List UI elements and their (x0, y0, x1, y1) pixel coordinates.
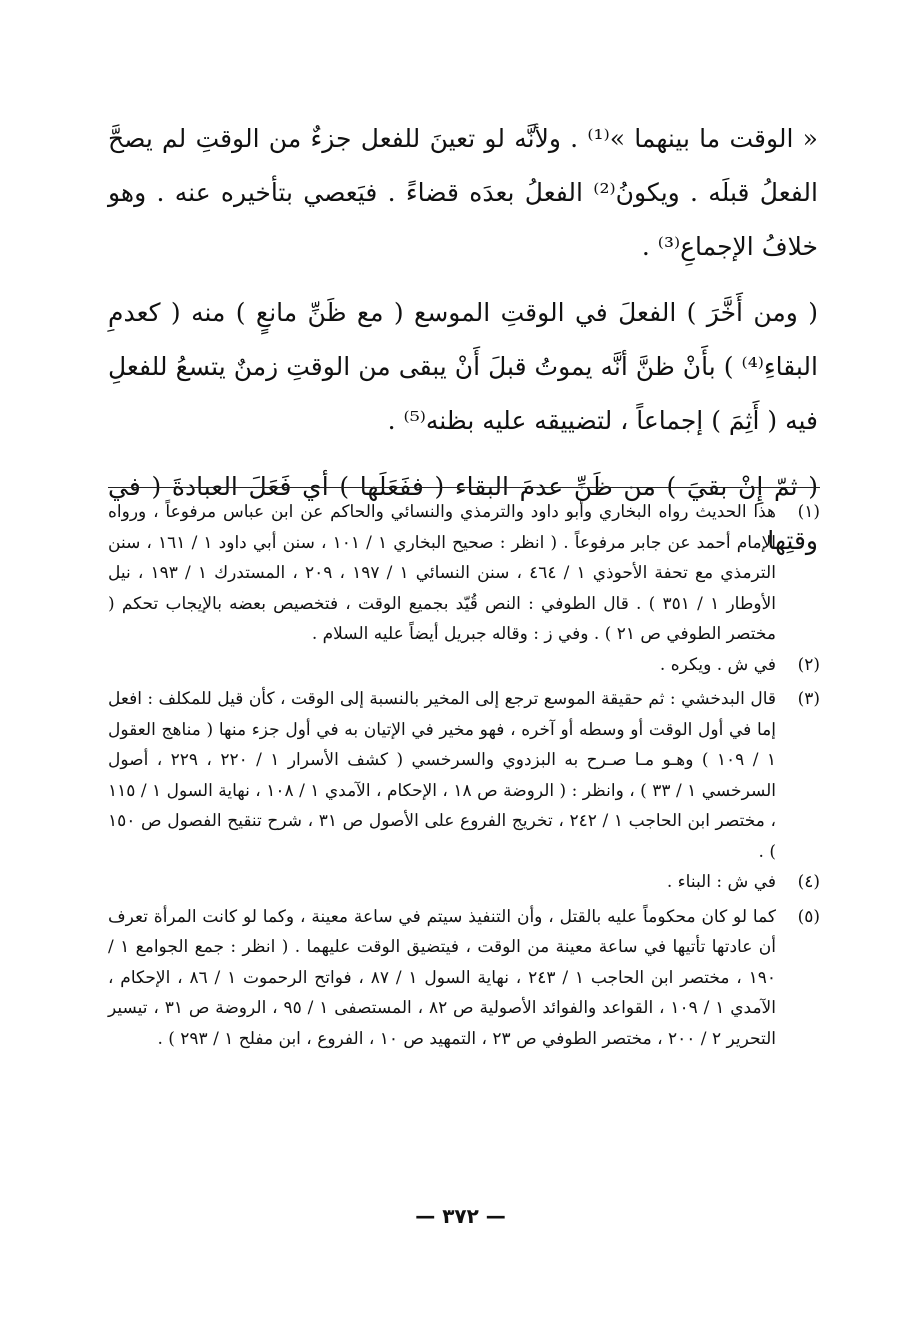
footnote-number: (٢) (797, 654, 820, 675)
page-number: — ٣٧٢ — (415, 1204, 506, 1228)
main-paragraph-1: « الوقت ما بينهما »⁽¹⁾ . ولأنَّه لو تعينَ للفعل جزءٌ من الوقتِ لم يصحَّ الفعلُ قبلَه . ويكونُ⁽²⁾ الفعلُ بعدَه قضاءً . فيَعصي بتأخيره عنه . وهو خلافُ الإجماعِ⁽³⁾ . (108, 124, 818, 261)
footnote-number: (٤) (797, 872, 820, 892)
footnote-2 (108, 650, 820, 681)
main-paragraph-2: ( ومن أَخَّرَ ) الفعلَ في الوقتِ الموسع ( مع ظَنِّ مانعٍ ) منه ( كعدمِ البقاءِ⁽⁴⁾ ) بأَنْ ظنَّ أنَّه يموتُ قبلَ أَنْ يبقى من الوقتِ زمنٌ يتسعُ للفعلِ فيه ( أَثِمَ ) إجماعاً ، لتضييقه عليه بظنه⁽⁵⁾ . (108, 298, 818, 435)
footnotes (108, 497, 820, 1054)
footnote-text: في ش . ويكره . (659, 654, 776, 675)
footnote-number: (٣) (797, 689, 820, 709)
footnote-1 (108, 497, 820, 650)
footnote-4 (108, 867, 820, 898)
main-paragraph-3: ( ثمّ إِنْ بقيَ ) من ظَنِّ عدمَ البقاء ( ففَعَلَها ) أي فَعَلَ العبادةَ ( في وقتِها (108, 472, 818, 555)
footnote-text: قال البدخشي : ثم حقيقة الموسع ترجع إلى المخير بالنسبة إلى الوقت ، كأن قيل للمكلف : افعل إما في أول الوقت أو وسطه أو آخره ، فهو مخير في الإتيان به في أول جزء منها ( مناهج العقول ١ / ١٠٩ ) وهـو مـا صـرح به البزدوي والسرخسي ( كشف الأسرار ١ / ٢٢٠ ، ٢٢٩ ، أصول السرخسي ١ / ٣٣ ) ، وانظر : ( الروضة ص ١٨ ، الإحكام ، الآمدي ١ / ١٠٨ ، نهاية السول ١ / ١١٥ ، مختصر ابن الحاجب ١ / ٢٤٢ ، تخريج الفروع على الأصول ص ٣١ ، شرح تنقيح الفصول ص ١٥٠ ) . (108, 689, 777, 862)
footnote-text: هذا الحديث رواه البخاري وأبو داود والترمذي والنسائي والحاكم عن ابن عباس مرفوعاً ، ورواه الإمام أحمد عن جابر مرفوعاً . ( انظر : صحيح البخاري ١ / ١٠١ ، سنن أبي داود ١ / ١٦١ ، سنن الترمذي مع تحفة الأحوذي ١ / ٤٦٤ ، سنن النسائي ١ / ١٩٧ ، ٢٠٩ ، المستدرك ١ / ١٩٣ ، نيل الأوطار ١ / ٣٥١ ) . قال الطوفي : النص قُيّد بجميع الوقت ، فتخصيص بعضه بالإيجاب تحكم ( مختصر الطوفي ص ٢١ ) . وفي ز : وقاله جبريل أيضاً عليه السلام . (108, 502, 776, 644)
footnote-3 (108, 684, 820, 867)
footnote-number: (١) (797, 502, 820, 522)
footnote-5 (108, 902, 820, 1055)
footnote-text: في ش : البناء . (666, 872, 776, 892)
footnote-number: (٥) (797, 906, 820, 927)
footnote-text: كما لو كان محكوماً عليه بالقتل ، وأن التنفيذ سيتم في ساعة معينة ، وكما لو كانت المرأة تعرف أن عادتها تأتيها في ساعة معينة من الوقت ، فيتضيق الوقت عليهما . ( انظر : جمع الجوامع ١ / ١٩٠ ، مختصر ابن الحاجب ١ / ٢٤٣ ، نهاية السول ١ / ٨٧ ، فواتح الرحموت ١ / ٨٦ ، الإحكام ، الآمدي ١ / ١٠٩ ، القواعد والفوائد الأصولية ص ٨٢ ، المستصفى ١ / ٩٥ ، الروضة ص ٣١ ، تيسير التحرير ٢ / ٢٠٠ ، مختصر الطوفي ص ٢٣ ، التمهيد ص ١٠ ، الفروع ، ابن مفلح ١ / ٢٩٣ ) . (108, 906, 776, 1049)
footnote-divider (108, 487, 820, 488)
